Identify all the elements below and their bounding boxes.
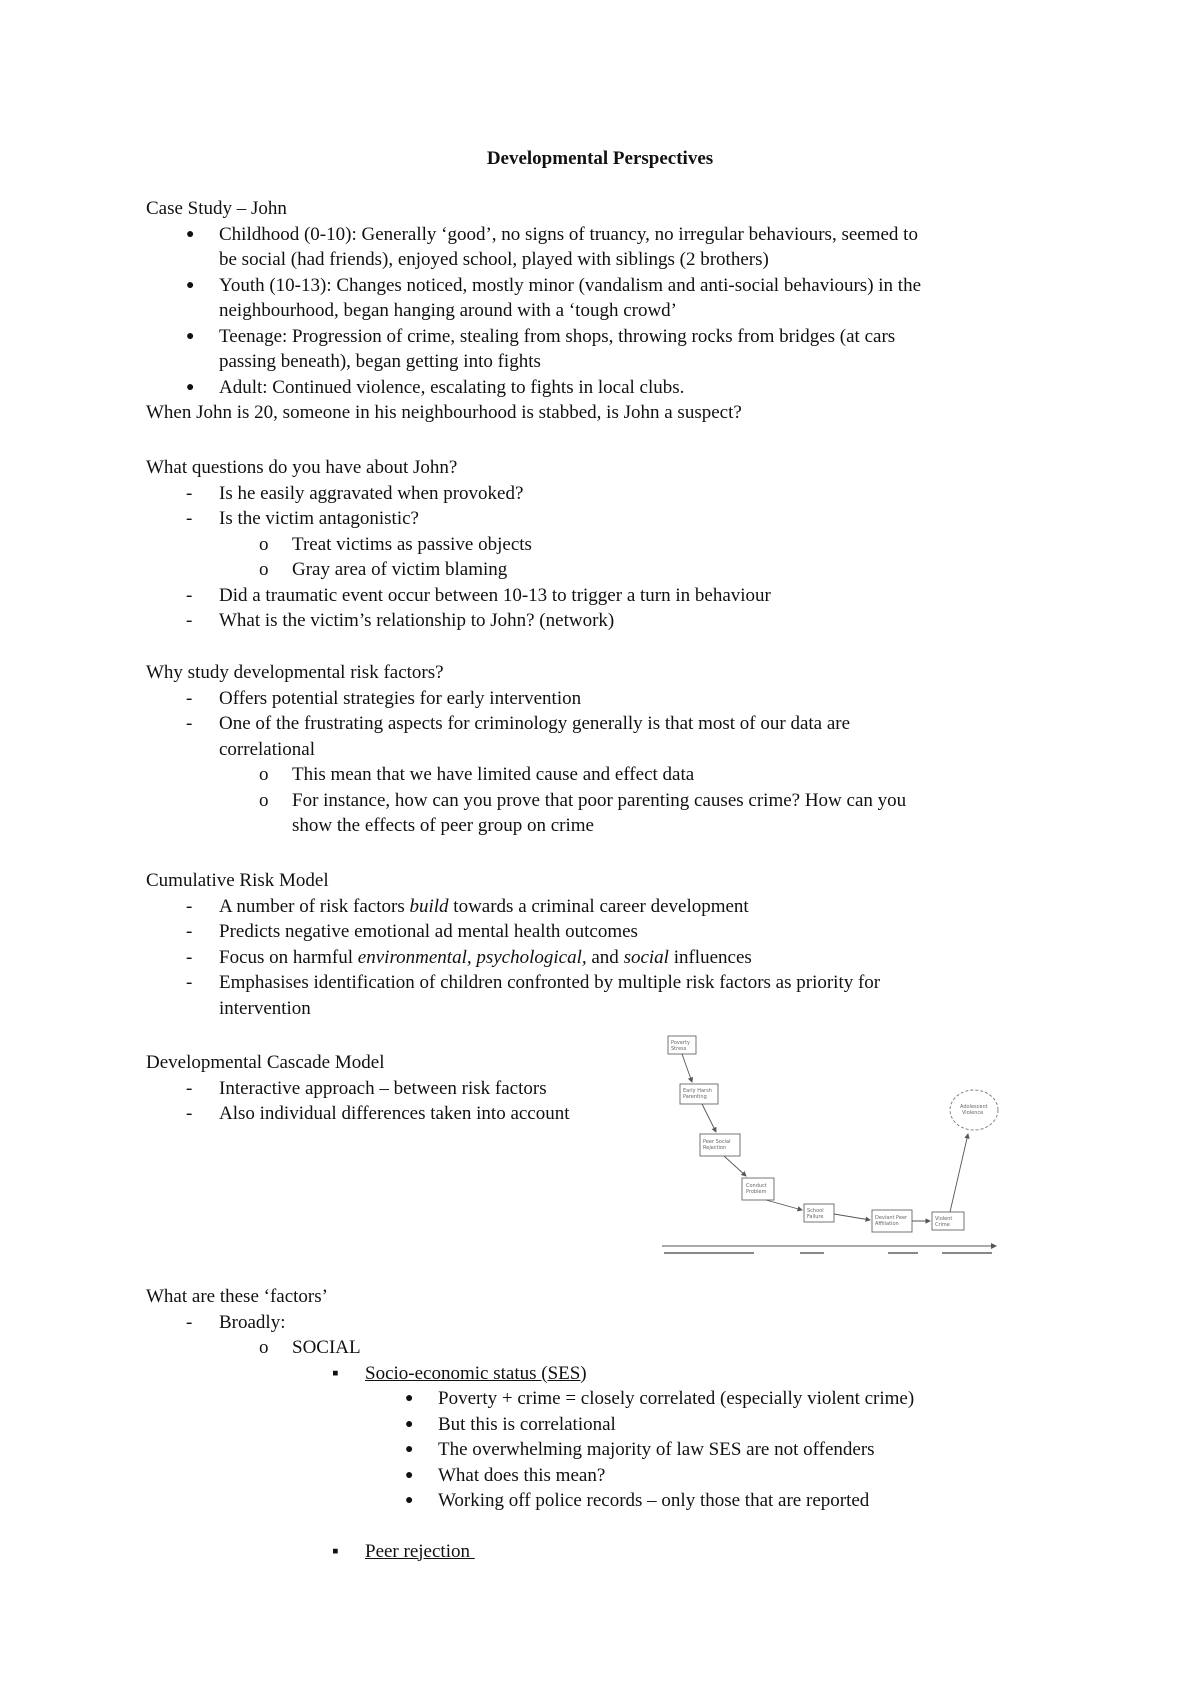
bullet-marker: ● <box>186 226 195 242</box>
list-item: ● Youth (10-13): Changes noticed, mostly minor (vandalism and anti-social behaviours) in the neighbourhood, began hanging around with a ‘tough crowd’ <box>186 274 922 321</box>
page-title: Developmental Perspectives <box>486 148 714 169</box>
list-item: ● Poverty + crime = closely correlated (especially violent crime) <box>146 1386 1046 1412</box>
list-item: ● Teenage: Progression of crime, stealing from shops, throwing rocks from bridges (at cars passing beneath), began getting into fights <box>186 325 896 372</box>
svg-text:School: School <box>807 1208 824 1214</box>
list-item: ▪ Socio-economic status (SES) <box>146 1361 1046 1387</box>
bullet-marker: ● <box>186 277 195 293</box>
dash-marker: - <box>186 1311 193 1333</box>
factors-heading: What are these ‘factors’ <box>146 1286 328 1307</box>
bullet-marker: ● <box>405 1493 414 1508</box>
svg-text:Affiliation: Affiliation <box>875 1221 899 1227</box>
case-study-closing: When John is 20, someone in his neighbourhood is stabbed, is John a suspect? <box>146 402 742 423</box>
bullet-marker: ● <box>186 328 195 344</box>
list-item: - Focus on harmful environmental, psychological, and social influences <box>146 945 1046 971</box>
list-item: o SOCIAL <box>146 1335 1046 1361</box>
list-item: ▪ Peer rejection <box>146 1539 1046 1565</box>
list-item: o This mean that we have limited cause and effect data <box>146 762 1046 788</box>
list-item: - Did a traumatic event occur between 10-13 to trigger a turn in behaviour <box>146 583 1046 609</box>
why-study-heading: Why study developmental risk factors? <box>146 662 444 683</box>
list-item: - Interactive approach – between risk factors <box>146 1076 666 1102</box>
list-item: ● Adult: Continued violence, escalating to fights in local clubs. <box>146 375 1046 401</box>
dash-marker: - <box>186 946 193 968</box>
circle-marker: o <box>259 533 269 555</box>
circle-marker: o <box>259 789 269 811</box>
list-item: - Is he easily aggravated when provoked? <box>146 481 1046 507</box>
list-item: o For instance, how can you prove that poor parenting causes crime? How can you show the effects of peer group on crime <box>259 789 907 836</box>
questions-section <box>146 455 1046 634</box>
dash-marker: - <box>186 482 193 504</box>
cascade-section <box>146 1050 666 1127</box>
svg-text:Crime: Crime <box>935 1222 950 1228</box>
svg-text:Peer Social: Peer Social <box>703 1139 731 1145</box>
dash-marker: - <box>186 687 193 709</box>
circle-marker: o <box>259 764 269 785</box>
list-item: ● The overwhelming majority of law SES are not offenders <box>146 1437 1046 1463</box>
cascade-diagram-svg <box>660 1030 1000 1262</box>
cumulative-heading: Cumulative Risk Model <box>146 870 329 891</box>
square-marker: ▪ <box>332 1540 339 1562</box>
bullet-marker: ● <box>186 379 195 395</box>
svg-text:Deviant Peer: Deviant Peer <box>875 1215 908 1221</box>
factors-section <box>146 1284 1046 1564</box>
svg-text:Poverty: Poverty <box>671 1040 690 1046</box>
circle-marker: o <box>259 559 269 580</box>
dash-marker: - <box>186 1077 193 1099</box>
case-study-heading: Case Study – John <box>146 198 287 219</box>
bullet-marker: ● <box>405 1391 414 1406</box>
svg-text:Violent: Violent <box>935 1216 953 1222</box>
dash-marker: - <box>186 895 193 917</box>
list-item: - Also individual differences taken into account <box>146 1101 666 1127</box>
list-item: - Is the victim antagonistic? <box>146 506 1046 532</box>
dash-marker: - <box>186 508 193 529</box>
case-study-section <box>146 196 1046 426</box>
dash-marker: - <box>186 713 193 734</box>
list-item: ● Working off police records – only those that are reported <box>146 1488 1046 1514</box>
list-item: - Offers potential strategies for early intervention <box>146 686 1046 712</box>
svg-text:Conduct: Conduct <box>746 1183 767 1189</box>
dash-marker: - <box>186 610 193 631</box>
list-item: ● What does this mean? <box>146 1463 1046 1489</box>
bullet-marker: ● <box>405 1467 414 1483</box>
svg-text:Parenting: Parenting <box>683 1094 707 1100</box>
cascade-heading: Developmental Cascade Model <box>146 1052 385 1073</box>
list-item: - What is the victim’s relationship to John? (network) <box>146 608 1046 634</box>
list-item: o Gray area of victim blaming <box>146 557 1046 583</box>
questions-heading: What questions do you have about John? <box>146 457 458 478</box>
svg-text:Problem: Problem <box>746 1189 767 1195</box>
svg-text:Failure: Failure <box>807 1214 824 1220</box>
svg-text:Adolescent: Adolescent <box>960 1104 988 1110</box>
list-item: - One of the frustrating aspects for criminology generally is that most of our data are correlational <box>186 713 851 760</box>
list-item: ● Childhood (0-10): Generally ‘good’, no signs of truancy, no irregular behaviours, seemed to be social (had friends), enjoyed school, played with siblings (2 brothers) <box>186 223 918 270</box>
dash-marker: - <box>186 972 193 993</box>
why-study-section <box>146 660 1046 839</box>
list-item: - Predicts negative emotional ad mental health outcomes <box>146 919 1046 945</box>
square-marker: ▪ <box>332 1362 339 1384</box>
svg-text:Rejection: Rejection <box>703 1145 727 1151</box>
svg-text:Early Harsh: Early Harsh <box>683 1088 712 1094</box>
circle-marker: o <box>259 1337 269 1358</box>
ses-items <box>146 1386 1046 1514</box>
dash-marker: - <box>186 1103 193 1124</box>
svg-text:Stress: Stress <box>671 1046 687 1052</box>
cumulative-risk-section <box>146 868 1046 1021</box>
dash-marker: - <box>186 584 193 606</box>
list-item: ● But this is correlational <box>146 1412 1046 1438</box>
svg-text:Violence: Violence <box>962 1110 984 1116</box>
dash-marker: - <box>186 921 193 942</box>
list-item: - A number of risk factors build towards a criminal career development <box>146 894 1046 920</box>
case-study-bullets <box>146 222 1046 401</box>
list-item: - Broadly: <box>146 1310 1046 1336</box>
list-item: o Treat victims as passive objects <box>146 532 1046 558</box>
bullet-marker: ● <box>405 1416 414 1432</box>
bullet-marker: ● <box>405 1442 414 1457</box>
list-item: - Emphasises identification of children confronted by multiple risk factors as priority for intervention <box>186 972 881 1019</box>
cascade-diagram <box>660 1030 1000 1262</box>
